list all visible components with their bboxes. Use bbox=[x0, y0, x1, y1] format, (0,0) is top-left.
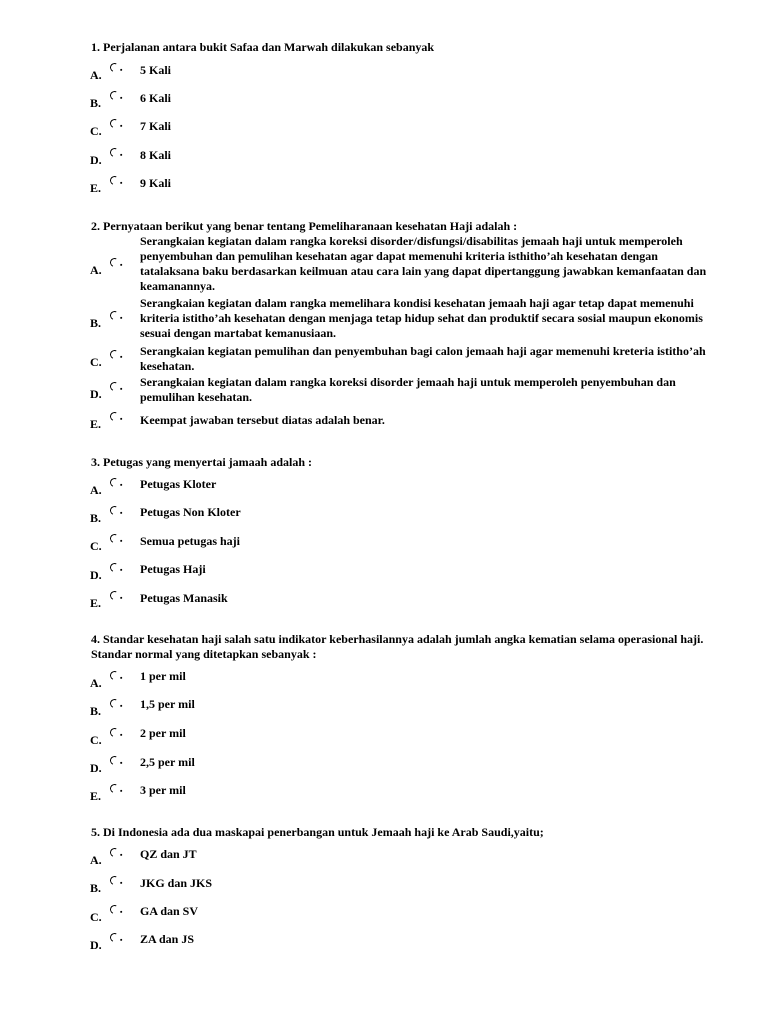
q3-option-b-radio[interactable] bbox=[109, 505, 121, 517]
q1-option-b-text: 6 Kali bbox=[140, 91, 172, 105]
q4-option-b-radio[interactable] bbox=[109, 698, 121, 710]
question-4-title: 4. Standar kesehatan haji salah satu indikator keberhasilannya adalah jumlah angka kematian selama operasional haji. Standar normal yang ditetapkan sebanyak : bbox=[91, 632, 704, 661]
q2-option-b-radio[interactable] bbox=[109, 310, 121, 322]
q3-option-a-letter: A. bbox=[90, 483, 102, 497]
q5-option-d-text: ZA dan JS bbox=[140, 932, 195, 946]
q2-option-a-text: Serangkaian kegiatan dalam rangka koreksi disorder/disfungsi/disabilitas jemaah haji untuk memperoleh penyembuhan dan pemulihan kesehatan agar dapat memenuhi kriteria isthitho’ah kesehatan dengan tatalaksana baku berdasarkan keilmuan atau cara lain yang dapat dipertanggung jawabkan kemanfaatan dan keamanannya. bbox=[140, 234, 707, 293]
q2-option-b-letter: B. bbox=[90, 316, 102, 330]
q2-option-e-text: Keempat jawaban tersebut diatas adalah benar. bbox=[140, 413, 385, 427]
question-5-title: 5. Di Indonesia ada dua maskapai penerbangan untuk Jemaah haji ke Arab Saudi,yaitu; bbox=[91, 825, 544, 839]
q2-option-d-text: Serangkaian kegiatan dalam rangka koreksi disorder jemaah haji untuk memperoleh penyembuhan dan pemulihan kesehatan. bbox=[140, 375, 676, 404]
q5-option-a-radio[interactable] bbox=[109, 847, 121, 859]
q4-option-a-text: 1 per mil bbox=[140, 669, 186, 683]
q3-option-d-text: Petugas Haji bbox=[140, 562, 206, 576]
q1-option-c-letter: C. bbox=[90, 124, 102, 138]
q3-option-a-radio[interactable] bbox=[109, 477, 121, 489]
q5-option-d-letter: D. bbox=[90, 938, 102, 952]
q2-option-a-radio[interactable] bbox=[109, 257, 121, 269]
q5-option-a-letter: A. bbox=[90, 853, 102, 867]
q1-option-a-letter: A. bbox=[90, 68, 102, 82]
q3-option-c-radio[interactable] bbox=[109, 533, 121, 545]
q5-option-d-radio[interactable] bbox=[109, 932, 121, 944]
question-1-title: 1. Perjalanan antara bukit Safaa dan Marwah dilakukan sebanyak bbox=[91, 40, 435, 54]
q5-option-b-text: JKG dan JKS bbox=[140, 876, 213, 890]
q2-option-c-text: Serangkaian kegiatan pemulihan dan penyembuhan bagi calon jemaah haji agar memenuhi kreteria istitho’ah kesehatan. bbox=[140, 344, 706, 373]
q4-option-c-letter: C. bbox=[90, 733, 102, 747]
q4-option-a-letter: A. bbox=[90, 676, 102, 690]
q1-option-a-text: 5 Kali bbox=[140, 63, 172, 77]
q1-option-e-radio[interactable] bbox=[109, 175, 121, 187]
q5-option-b-radio[interactable] bbox=[109, 875, 121, 887]
q1-option-e-text: 9 Kali bbox=[140, 176, 172, 190]
q3-option-c-text: Semua petugas haji bbox=[140, 534, 241, 548]
q4-option-a-radio[interactable] bbox=[109, 670, 121, 682]
q1-option-d-text: 8 Kali bbox=[140, 148, 172, 162]
q5-option-c-radio[interactable] bbox=[109, 904, 121, 916]
q2-option-b-text: Serangkaian kegiatan dalam rangka memelihara kondisi kesehatan jemaah haji agar tetap dapat memenuhi kriteria istitho’ah kesehatan dengan menjaga tetap hidup sehat dan produktif secara sosial maupun ekonomis sesuai dengan martabat kemanusiaan. bbox=[140, 296, 703, 340]
q4-option-e-text: 3 per mil bbox=[140, 783, 186, 797]
q4-option-c-text: 2 per mil bbox=[140, 726, 186, 740]
q2-option-c-letter: C. bbox=[90, 355, 102, 369]
q5-option-b-letter: B. bbox=[90, 881, 102, 895]
q4-option-e-letter: E. bbox=[90, 789, 102, 803]
q3-option-d-letter: D. bbox=[90, 568, 102, 582]
q1-option-b-letter: B. bbox=[90, 96, 102, 110]
q5-option-c-letter: C. bbox=[90, 910, 102, 924]
q2-option-d-radio[interactable] bbox=[109, 381, 121, 393]
q4-option-d-radio[interactable] bbox=[109, 755, 121, 767]
q3-option-c-letter: C. bbox=[90, 539, 102, 553]
q2-option-a-letter: A. bbox=[90, 263, 102, 277]
q1-option-d-radio[interactable] bbox=[109, 147, 121, 159]
q3-option-e-letter: E. bbox=[90, 596, 102, 610]
q3-option-e-text: Petugas Manasik bbox=[140, 591, 228, 605]
q1-option-e-letter: E. bbox=[90, 181, 102, 195]
q1-option-a-radio[interactable] bbox=[109, 62, 121, 74]
q1-option-b-radio[interactable] bbox=[109, 90, 121, 102]
q4-option-e-radio[interactable] bbox=[109, 783, 121, 795]
q3-option-b-letter: B. bbox=[90, 511, 102, 525]
q1-option-c-radio[interactable] bbox=[109, 118, 121, 130]
q1-option-c-text: 7 Kali bbox=[140, 119, 172, 133]
q4-option-d-letter: D. bbox=[90, 761, 102, 775]
q1-option-d-letter: D. bbox=[90, 153, 102, 167]
q5-option-a-text: QZ dan JT bbox=[140, 847, 197, 861]
q5-option-c-text: GA dan SV bbox=[140, 904, 199, 918]
q3-option-e-radio[interactable] bbox=[109, 590, 121, 602]
q4-option-b-letter: B. bbox=[90, 704, 102, 718]
q3-option-b-text: Petugas Non Kloter bbox=[140, 505, 241, 519]
q4-option-b-text: 1,5 per mil bbox=[140, 697, 195, 711]
q4-option-c-radio[interactable] bbox=[109, 727, 121, 739]
q2-option-c-radio[interactable] bbox=[109, 349, 121, 361]
q3-option-d-radio[interactable] bbox=[109, 562, 121, 574]
q2-option-e-radio[interactable] bbox=[109, 411, 121, 423]
q3-option-a-text: Petugas Kloter bbox=[140, 477, 217, 491]
q4-option-d-text: 2,5 per mil bbox=[140, 755, 195, 769]
question-3-title: 3. Petugas yang menyertai jamaah adalah : bbox=[91, 455, 312, 469]
question-2-title: 2. Pernyataan berikut yang benar tentang Pemeliharanaan kesehatan Haji adalah : bbox=[91, 219, 518, 233]
q2-option-e-letter: E. bbox=[90, 417, 102, 431]
q2-option-d-letter: D. bbox=[90, 387, 102, 401]
